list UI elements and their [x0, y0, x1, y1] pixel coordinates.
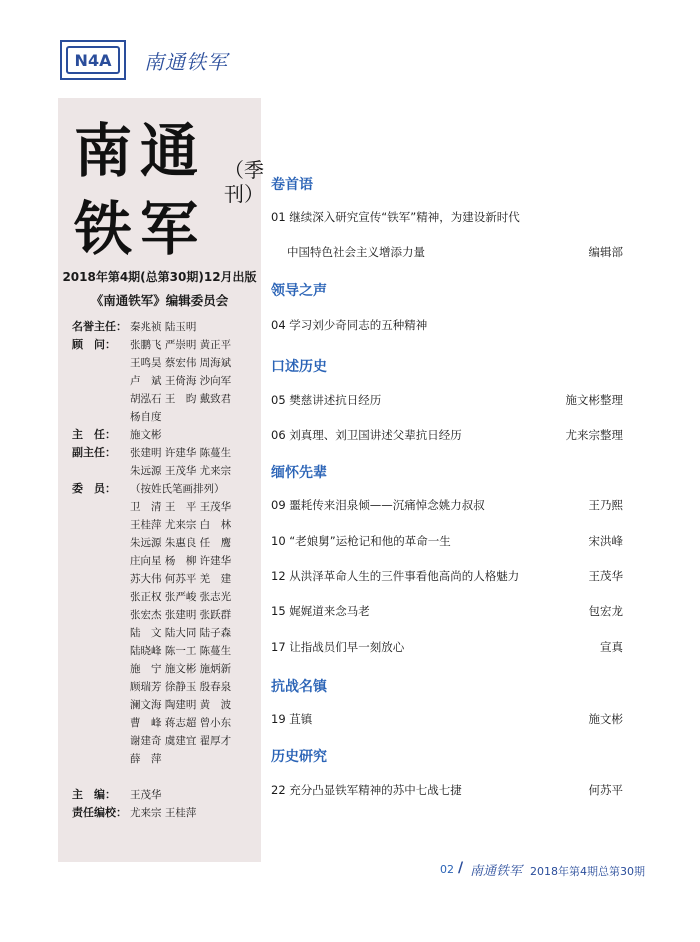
roster-names: 张建明 许建华 陈蔓生 [130, 447, 232, 459]
toc-entry-author: 编辑部 [588, 245, 623, 259]
toc-entry-author: 尤来宗整理 [565, 428, 623, 442]
roster-row-advisor [72, 336, 258, 354]
roster-role: 名誉主任： [72, 320, 127, 333]
roster-row-vice [72, 444, 258, 462]
toc-entry-author: 宣真 [600, 640, 623, 654]
roster-names: 卫 清 王 平 王茂华 [130, 501, 232, 513]
roster-names: 杨自度 [130, 411, 162, 423]
toc-entry-title: 中国特色社会主义增添力量 [287, 245, 425, 259]
roster-role: 顾 问： [72, 338, 116, 351]
roster-names: 澜文海 陶建明 黄 波 [130, 699, 232, 711]
toc-entry-author: 包宏龙 [588, 604, 623, 618]
toc-entry-author: 王茂华 [588, 569, 623, 583]
roster-names: 朱远源 王茂华 尤来宗 [130, 465, 232, 477]
toc-section-heading: 缅怀先辈 [271, 465, 327, 481]
toc-entry[interactable] [271, 392, 623, 408]
toc-entry-title: 22 充分凸显铁军精神的苏中七战七捷 [271, 783, 462, 797]
roster-row-honorary [72, 318, 258, 336]
toc-entry-title: 05 樊慈讲述抗日经历 [271, 393, 382, 407]
quarterly-label: （季刊） [224, 158, 264, 206]
roster-names: 王茂华 [130, 789, 162, 801]
toc-entry[interactable] [271, 497, 623, 513]
roster-names: 秦兆祯 陆玉明 [130, 321, 197, 333]
toc-entry-title: 19 苴镇 [271, 712, 313, 726]
brand-wordmark: 南通铁军 [144, 50, 228, 74]
roster-names: 张鹏飞 严崇明 黄正平 [130, 339, 232, 351]
toc-entry-author: 王乃熙 [588, 498, 623, 512]
toc-entry[interactable] [271, 427, 623, 443]
roster-role: 责任编校： [72, 806, 127, 819]
roster-names: 胡泓石 王 昀 戴致君 [130, 393, 232, 405]
roster-names: 卢 斌 王倚海 沙向军 [130, 375, 232, 387]
toc-entry-author: 宋洪峰 [588, 534, 623, 548]
roster-names: 谢建奇 虞建宜 翟厚才 [130, 735, 232, 747]
board-title: 《南通铁军》编辑委员会 [90, 293, 229, 308]
toc-entry[interactable] [271, 782, 623, 798]
roster-role: 副主任： [72, 446, 116, 459]
page-number: 02 [440, 863, 454, 876]
toc-section-heading: 卷首语 [271, 177, 313, 193]
toc-entry-title: 04 学习刘少奇同志的五种精神 [271, 318, 428, 332]
footer-issue: 2018年第4期总第30期 [530, 865, 645, 878]
roster-row-proofreader [72, 804, 258, 822]
roster-role: 委 员： [72, 482, 116, 495]
issue-line: 2018年第4期(总第30期)12月出版 [62, 270, 257, 284]
toc-entry[interactable] [271, 209, 623, 225]
toc-entry-title: 10 “老娘舅”运枪记和他的革命一生 [271, 534, 451, 548]
roster-row-members [72, 480, 258, 498]
toc-entry-author: 何苏平 [588, 783, 623, 797]
editorial-panel [58, 98, 264, 862]
toc-entry-title: 17 让指战员们早一刻放心 [271, 640, 405, 654]
roster-names: 曹 峰 蒋志超 曾小东 [130, 717, 232, 729]
toc-entry-title: 06 刘真理、刘卫国讲述父辈抗日经历 [271, 428, 462, 442]
toc-entry-title: 15 娓娓道来念马老 [271, 604, 370, 618]
toc-entry[interactable] [271, 711, 623, 727]
roster-names: 施 宁 施文彬 施炳新 [130, 663, 232, 675]
roster-names: 尤来宗 王桂萍 [130, 807, 197, 819]
roster-names: 顾瑞芳 徐静玉 殷春泉 [130, 681, 232, 693]
roster-role: 主 任： [72, 428, 116, 441]
roster-spacer [72, 768, 258, 786]
roster-note: （按姓氏笔画排列） [130, 483, 225, 495]
roster-names: 陆 文 陆大同 陆子森 [130, 627, 232, 639]
toc-entry-title: 01 继续深入研究宣传“铁军”精神，为建设新时代 [271, 210, 520, 224]
toc-entry[interactable] [271, 317, 623, 333]
n4a-logo [60, 40, 126, 80]
footer-brand: 南通铁军 [470, 864, 523, 879]
toc-entry[interactable] [271, 568, 623, 584]
toc-entry-title: 09 噩耗传来泪泉倾——沉痛悼念姚力叔叔 [271, 498, 485, 512]
roster-row-director [72, 426, 258, 444]
toc-section-heading: 口述历史 [271, 359, 327, 375]
roster-names: 朱远源 朱惠良 任 鹰 [130, 537, 232, 549]
toc-section-heading: 历史研究 [271, 749, 327, 765]
roster-row-editor [72, 786, 258, 804]
toc-entry[interactable] [287, 244, 623, 260]
toc-section-heading: 抗战名镇 [271, 679, 327, 695]
roster-names: 王鸣昊 蔡宏伟 周海斌 [130, 357, 232, 369]
editorial-roster [72, 318, 258, 822]
roster-names: 施文彬 [130, 429, 162, 441]
masthead-calligraphy-line1: 南通 [74, 117, 207, 185]
toc-entry-author: 施文彬 [588, 712, 623, 726]
toc-entry[interactable] [271, 533, 623, 549]
roster-names: 薛 萍 [130, 753, 162, 765]
roster-names: 庄向星 杨 柳 许建华 [130, 555, 232, 567]
roster-role: 主 编： [72, 788, 116, 801]
toc-entry[interactable] [271, 639, 623, 655]
roster-names: 王桂萍 尤来宗 白 林 [130, 519, 232, 531]
toc-entry[interactable] [271, 603, 623, 619]
masthead-calligraphy-line2: 铁军 [74, 195, 207, 263]
roster-names: 张宏杰 张建明 张跃群 [130, 609, 232, 621]
footer-separator: / [458, 860, 464, 876]
toc-section-heading: 领导之声 [271, 283, 327, 299]
toc-entry-author: 施文彬整理 [565, 393, 623, 407]
roster-names: 苏大伟 何苏平 羌 建 [130, 573, 232, 585]
roster-names: 张正权 张严峻 张志光 [130, 591, 232, 603]
toc-entry-title: 12 从洪泽革命人生的三件事看他高尚的人格魅力 [271, 569, 520, 583]
n4a-logo-text: N4A [66, 46, 120, 74]
roster-names: 陆晓峰 陈一工 陈蔓生 [130, 645, 232, 657]
